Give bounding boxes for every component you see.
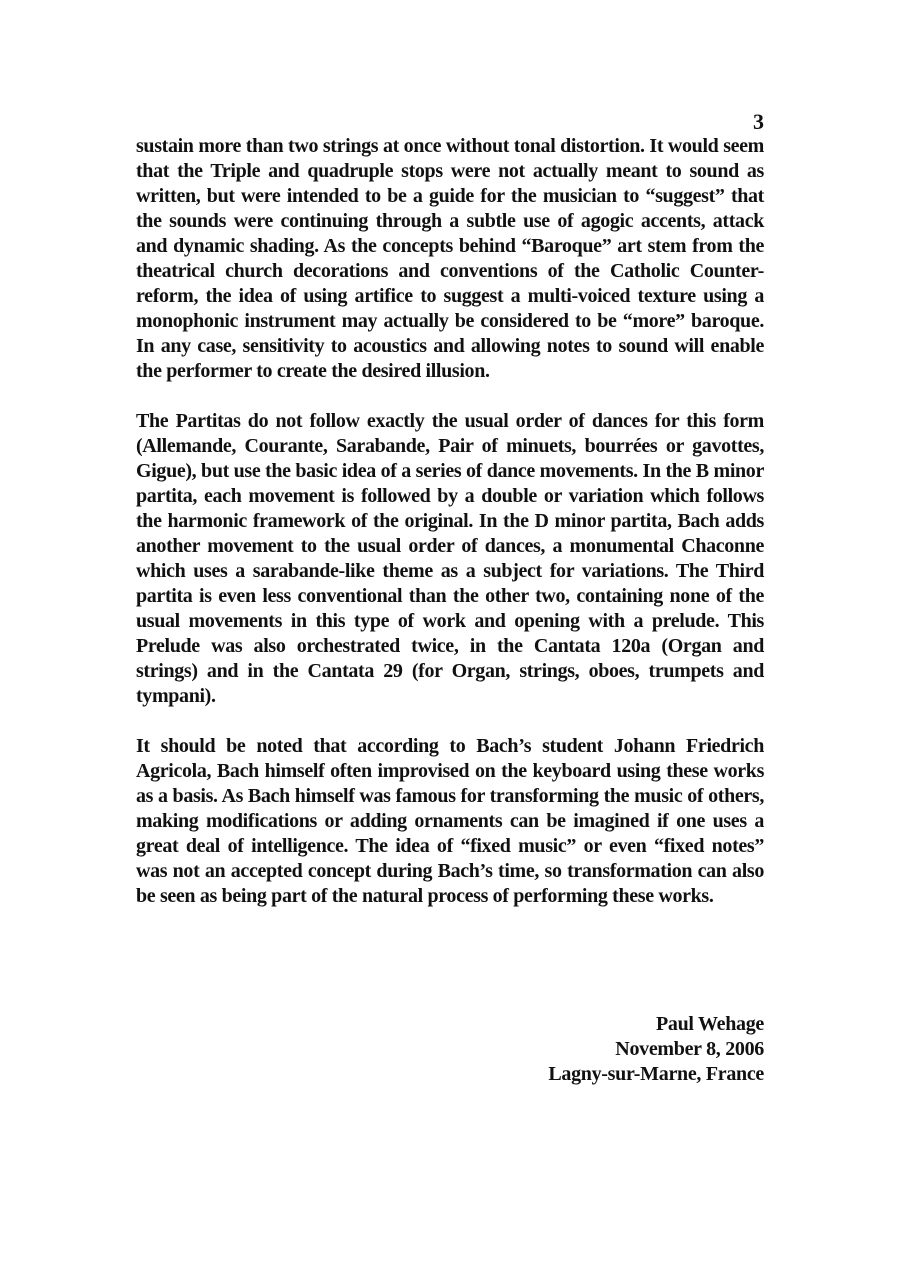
author-name: Paul Wehage xyxy=(655,1013,764,1035)
signature-date: November 8, 2006 xyxy=(615,1038,764,1060)
body-text xyxy=(136,134,764,934)
paragraph-improvisation: It should be noted that according to Bach’s student Johann Friedrich Agricola, Bach himself often improvised on the keyboard using these works as a basis. As Bach himself was famous for transforming the music of others, making modifications or adding ornaments can be imagined if one uses a great deal of intelligence. The idea of “fixed music” or even “fixed notes” was not an accepted concept during Bach’s time, so transformation can also be seen as being part of the natural process of performing these works. xyxy=(136,735,764,907)
paragraph-baroque-illusion: sustain more than two strings at once without tonal distortion. It would seem that the Triple and quadruple stops were not actually meant to sound as written, but were intended to be a guide for the musician to “suggest” that the sounds were continuing through a subtle use of agogic accents, attack and dynamic shading. As the concepts behind “Baroque” art stem from the theatrical church decorations and conventions of the Catholic Counter-reform, the idea of using artifice to suggest a multi-voiced texture using a monophonic instrument may actually be considered to be “more” baroque. In any case, sensitivity to acoustics and allowing notes to sound will enable the performer to create the desired illusion. xyxy=(136,135,764,382)
paragraph-partitas-dances: The Partitas do not follow exactly the usual order of dances for this form (Allemande, Courante, Sarabande, Pair of minuets, bourrées or gavottes, Gigue), but use the basic idea of a series of dance movements. In the B minor partita, each movement is followed by a double or variation which follows the harmonic framework of the original. In the D minor partita, Bach adds another movement to the usual order of dances, a monumental Chaconne which uses a sarabande-like theme as a subject for variations. The Third partita is even less conventional than the other two, containing none of the usual movements in this type of work and opening with a prelude. This Prelude was also orchestrated twice, in the Cantata 120a (Organ and strings) and in the Cantata 29 (for Organ, strings, oboes, trumpets and tympani). xyxy=(136,410,764,707)
signature-place: Lagny-sur-Marne, France xyxy=(548,1063,764,1085)
signature-block xyxy=(400,1012,764,1087)
page-number: 3 xyxy=(753,109,764,134)
